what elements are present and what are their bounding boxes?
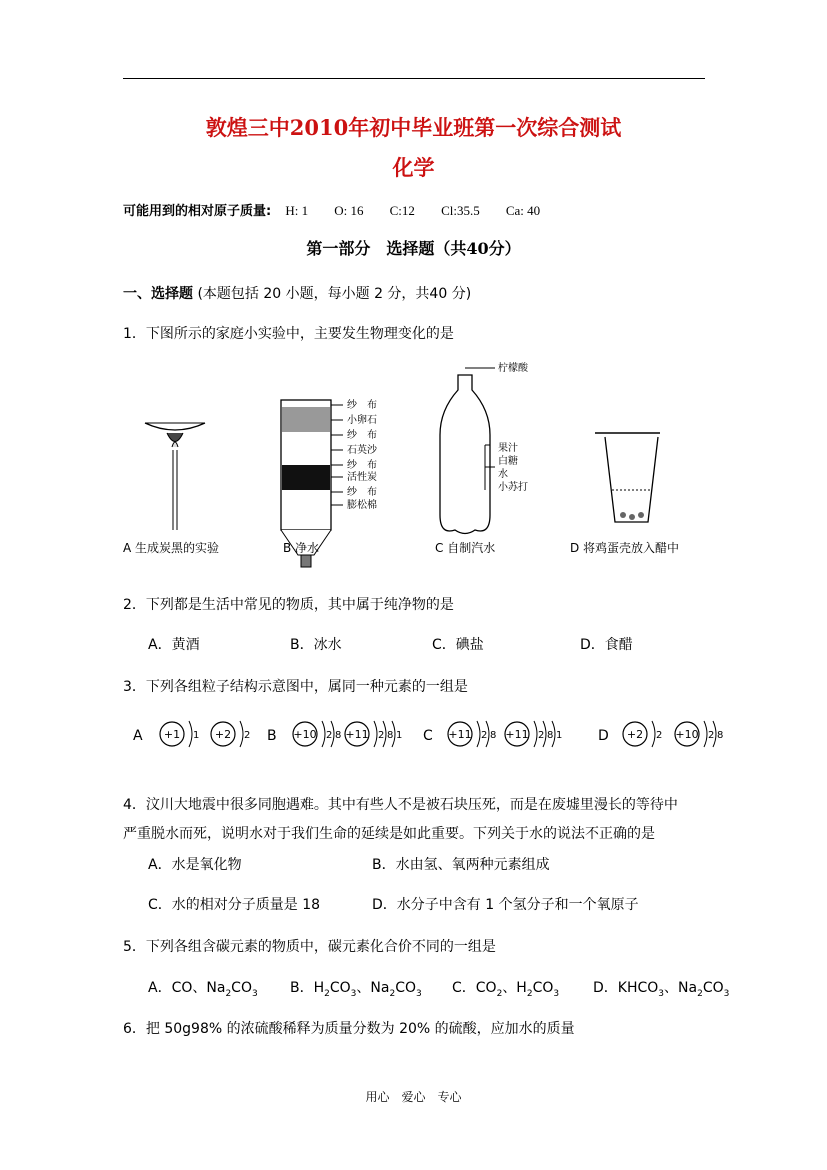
nucleus-charge: +11 bbox=[345, 728, 369, 741]
atom-diagram bbox=[345, 721, 402, 747]
filter-label: 小卵石 bbox=[347, 415, 377, 426]
header-rule bbox=[123, 78, 705, 79]
nucleus-charge: +11 bbox=[505, 728, 529, 741]
q4-option-d: D．水分子中含有 1 个氢分子和一个氧原子 bbox=[372, 897, 639, 913]
mass-c: C:12 bbox=[389, 203, 415, 218]
electron-shell-arc bbox=[704, 721, 707, 747]
shell-electron-count: 2 bbox=[244, 730, 251, 741]
atom-diagram bbox=[675, 721, 723, 747]
atom-diagram bbox=[505, 721, 562, 747]
bottle-top-label: 柠檬酸 bbox=[498, 363, 528, 374]
q1-figures bbox=[115, 355, 735, 575]
filter-label: 石英沙 bbox=[347, 445, 377, 456]
shell-electron-count: 1 bbox=[396, 730, 403, 741]
electron-shell-arc bbox=[477, 721, 480, 747]
caption-a: A 生成炭黑的实验 bbox=[123, 541, 220, 555]
q5-option-d: D．$KHCO_3$、$Na_2CO_3$ bbox=[593, 980, 730, 999]
atomic-masses bbox=[123, 200, 562, 219]
bottle-label: 白糖 bbox=[498, 456, 518, 467]
shell-electron-count: 1 bbox=[556, 730, 563, 741]
caption-b: B 净水 bbox=[283, 541, 320, 555]
shell-electron-count: 1 bbox=[193, 730, 200, 741]
q4-option-b: B．水由氢、氧两种元素组成 bbox=[372, 857, 550, 873]
q4-stem-line1: 4．汶川大地震中很多同胞遇难。其中有些人不是被石块压死，而是在废墟里漫长的等待中 bbox=[123, 797, 678, 813]
subject-title: 化学 bbox=[392, 155, 435, 180]
q2-option-c: C．碘盐 bbox=[432, 637, 484, 653]
filter-label: 纱 布 bbox=[347, 460, 377, 471]
mass-cl: Cl:35.5 bbox=[441, 203, 480, 218]
beaker-figure bbox=[595, 433, 660, 522]
q3-letter-b: B bbox=[267, 728, 277, 744]
shell-electron-count: 8 bbox=[335, 730, 342, 741]
shell-electron-count: 8 bbox=[387, 730, 394, 741]
nucleus-charge: +1 bbox=[163, 728, 181, 741]
soda-bottle-figure bbox=[440, 361, 529, 534]
electron-shell-arc bbox=[189, 721, 192, 747]
nucleus-charge: +11 bbox=[448, 728, 472, 741]
filter-label: 膨松棉 bbox=[347, 500, 377, 511]
filter-label: 纱 布 bbox=[347, 400, 377, 411]
q6-stem: 6．把 50g98% 的浓硫酸稀释为质量分数为 20% 的硫酸，应加水的质量 bbox=[123, 1021, 575, 1037]
caption-d: D 将鸡蛋壳放入醋中 bbox=[570, 541, 680, 555]
q2-option-a: A．黄酒 bbox=[148, 637, 200, 653]
q3-letter-d: D bbox=[598, 728, 609, 744]
shell-electron-count: 2 bbox=[708, 730, 715, 741]
shell-electron-count: 8 bbox=[490, 730, 497, 741]
shell-electron-count: 2 bbox=[326, 730, 333, 741]
electron-shell-arc bbox=[534, 721, 537, 747]
mass-o: O: 16 bbox=[334, 203, 364, 218]
bottle-label: 小苏打 bbox=[498, 482, 528, 493]
q4-option-a: A．水是氧化物 bbox=[148, 857, 242, 873]
q5-option-c: C．$CO_2$、$H_2CO_3$ bbox=[452, 980, 560, 999]
q1-stem: 1．下图所示的家庭小实验中，主要发生物理变化的是 bbox=[123, 326, 454, 342]
exam-title: 敦煌三中2010年初中毕业班第一次综合测试 bbox=[205, 115, 622, 140]
q3-letter-c: C bbox=[423, 728, 433, 744]
part-title: 第一部分 选择题（共40分） bbox=[306, 239, 521, 258]
atom-diagram bbox=[160, 721, 199, 747]
filter-label: 活性炭 bbox=[347, 472, 377, 483]
bottle-label: 水 bbox=[498, 469, 508, 480]
atomic-masses-label: 可能用到的相对原子质量: bbox=[123, 204, 272, 219]
shell-electron-count: 8 bbox=[547, 730, 554, 741]
filter-labels bbox=[347, 398, 378, 511]
page-footer: 用心 爱心 专心 bbox=[365, 1090, 462, 1104]
atom-diagram bbox=[293, 721, 341, 747]
electron-shell-arc bbox=[652, 721, 655, 747]
mass-h: H: 1 bbox=[285, 203, 309, 218]
nucleus-charge: +10 bbox=[293, 728, 317, 741]
shell-electron-count: 2 bbox=[656, 730, 663, 741]
atom-diagram bbox=[211, 721, 250, 747]
electron-shell-arc bbox=[374, 721, 377, 747]
q2-option-d: D．食醋 bbox=[580, 637, 633, 653]
filter-label: 纱 布 bbox=[347, 430, 377, 441]
q5-stem: 5．下列各组含碳元素的物质中，碳元素化合价不同的一组是 bbox=[123, 939, 496, 955]
q5-option-b: B．$H_2CO_3$、$Na_2CO_3$ bbox=[290, 980, 422, 999]
nucleus-charge: +2 bbox=[214, 728, 232, 741]
q3-atom-diagrams bbox=[125, 710, 735, 760]
electron-shell-arc bbox=[240, 721, 243, 747]
atom-diagram bbox=[623, 721, 662, 747]
atom-diagram bbox=[448, 721, 496, 747]
section-intro-rest: (本题包括 20 小题，每小题 2 分，共40 分) bbox=[197, 286, 472, 302]
candle-plate-figure bbox=[145, 423, 205, 530]
caption-c: C 自制汽水 bbox=[435, 541, 496, 555]
filter-label: 纱 布 bbox=[347, 487, 377, 498]
shell-electron-count: 2 bbox=[378, 730, 385, 741]
shell-electron-count: 2 bbox=[538, 730, 545, 741]
nucleus-charge: +2 bbox=[626, 728, 644, 741]
mass-ca: Ca: 40 bbox=[505, 203, 541, 218]
q2-stem: 2．下列都是生活中常见的物质，其中属于纯净物的是 bbox=[123, 597, 454, 613]
electron-shell-arc bbox=[322, 721, 325, 747]
q4-option-c: C．水的相对分子质量是 18 bbox=[148, 897, 321, 913]
shell-electron-count: 2 bbox=[481, 730, 488, 741]
section-intro-bold: 一、选择题 bbox=[123, 286, 193, 302]
nucleus-charge: +10 bbox=[675, 728, 699, 741]
q5-option-a: A．CO、$Na_2CO_3$ bbox=[148, 980, 258, 999]
q4-stem-line2: 严重脱水而死，说明水对于我们生命的延续是如此重要。下列关于水的说法不正确的是 bbox=[123, 826, 655, 842]
q2-option-b: B．冰水 bbox=[290, 637, 342, 653]
q3-stem: 3．下列各组粒子结构示意图中，属同一种元素的一组是 bbox=[123, 679, 468, 695]
shell-electron-count: 8 bbox=[717, 730, 724, 741]
bottle-label: 果汁 bbox=[498, 443, 518, 454]
q3-letter-a: A bbox=[133, 728, 143, 744]
section-intro bbox=[123, 283, 471, 303]
